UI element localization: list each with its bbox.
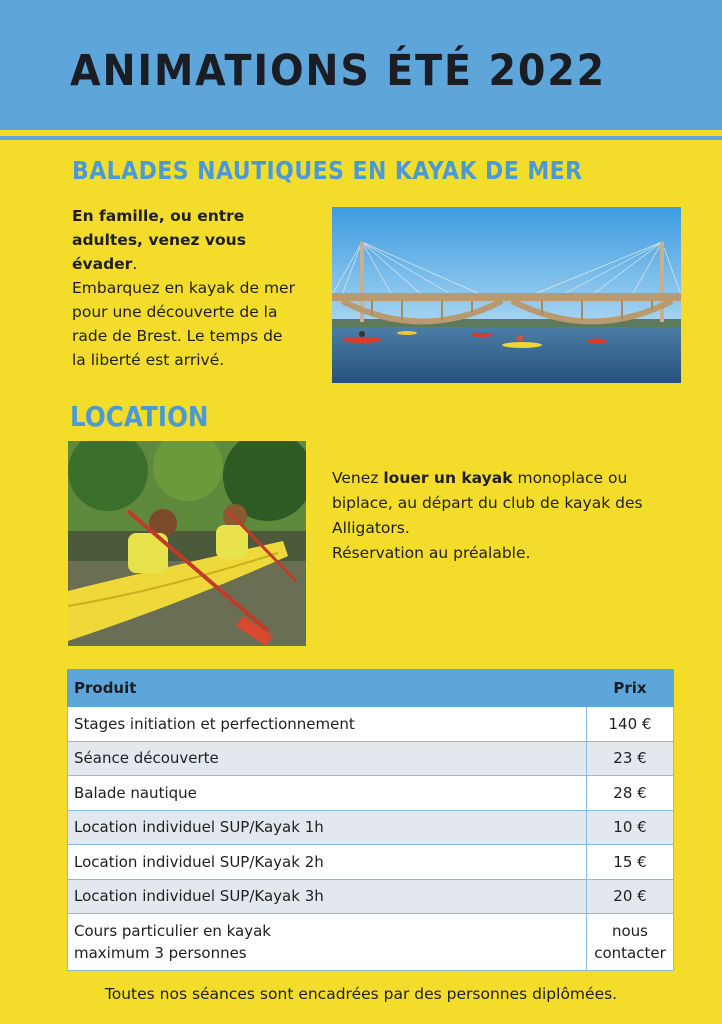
product-line-2: maximum 3 personnes [74, 944, 247, 962]
product-cell: Location individuel SUP/Kayak 2h [68, 845, 587, 880]
intro-bold-line-3: évader [72, 255, 133, 273]
intro-bold-line-1: En famille, ou entre [72, 207, 245, 225]
location-text-3: biplace, au départ du club de kayak des [332, 494, 643, 512]
intro-line-2: pour une découverte de la [72, 303, 278, 321]
price-table [67, 669, 674, 971]
table-row [68, 810, 674, 845]
section-heading-balades: BALADES NAUTIQUES EN KAYAK DE MER [72, 156, 583, 185]
price-cell: 20 € [587, 879, 674, 914]
location-text-2: monoplace ou [512, 469, 628, 487]
location-text-bold: louer un kayak [383, 469, 513, 487]
location-text-4: Alligators. [332, 519, 410, 537]
price-cell: 23 € [587, 741, 674, 776]
table-row [68, 879, 674, 914]
intro-line-1: Embarquez en kayak de mer [72, 279, 295, 297]
product-cell: Balade nautique [68, 776, 587, 811]
product-cell: Stages initiation et perfectionnement [68, 707, 587, 742]
location-description [332, 466, 682, 566]
table-row [68, 707, 674, 742]
footer-note: Toutes nos séances sont encadrées par des personnes diplômées. [104, 985, 618, 1003]
balades-intro: En famille, ou entre adultes, venez vous évader. Embarquez en kayak de mer pour une découverte de la rade de Brest. Le temps de la liberté est arrivé. [72, 207, 295, 369]
kayak-bridge-illustration [332, 207, 681, 383]
table-row [68, 741, 674, 776]
section-heading-location: LOCATION [70, 400, 209, 433]
product-cell: Location individuel SUP/Kayak 1h [68, 810, 587, 845]
intro-line-4: la liberté est arrivé. [72, 351, 225, 369]
product-line-1: Cours particulier en kayak [74, 922, 271, 940]
product-cell: Location individuel SUP/Kayak 3h [68, 879, 587, 914]
intro-line-3: rade de Brest. Le temps de [72, 327, 283, 345]
product-cell: Séance découverte [68, 741, 587, 776]
kayak-river-illustration [68, 441, 306, 646]
table-row [68, 914, 674, 971]
table-header-row [68, 670, 674, 707]
price-cell: 15 € [587, 845, 674, 880]
column-header-price: Prix [587, 670, 674, 707]
price-cell: 28 € [587, 776, 674, 811]
price-cell: 140 € [587, 707, 674, 742]
price-cell [587, 914, 674, 971]
page-title: ANIMATIONS ÉTÉ 2022 [70, 46, 606, 96]
header-divider-blue [0, 136, 722, 140]
price-line-2: contacter [594, 944, 666, 962]
product-cell [68, 914, 587, 971]
table-row [68, 776, 674, 811]
kayak-river-photo [68, 441, 306, 646]
price-line-1: nous [611, 922, 648, 940]
column-header-product: Produit [68, 670, 587, 707]
intro-bold-line-2: adultes, venez vous [72, 231, 246, 249]
location-text-1: Venez [332, 469, 384, 487]
price-cell: 10 € [587, 810, 674, 845]
kayak-bridge-photo [332, 207, 681, 383]
table-row [68, 845, 674, 880]
location-text-5: Réservation au préalable. [332, 544, 531, 562]
